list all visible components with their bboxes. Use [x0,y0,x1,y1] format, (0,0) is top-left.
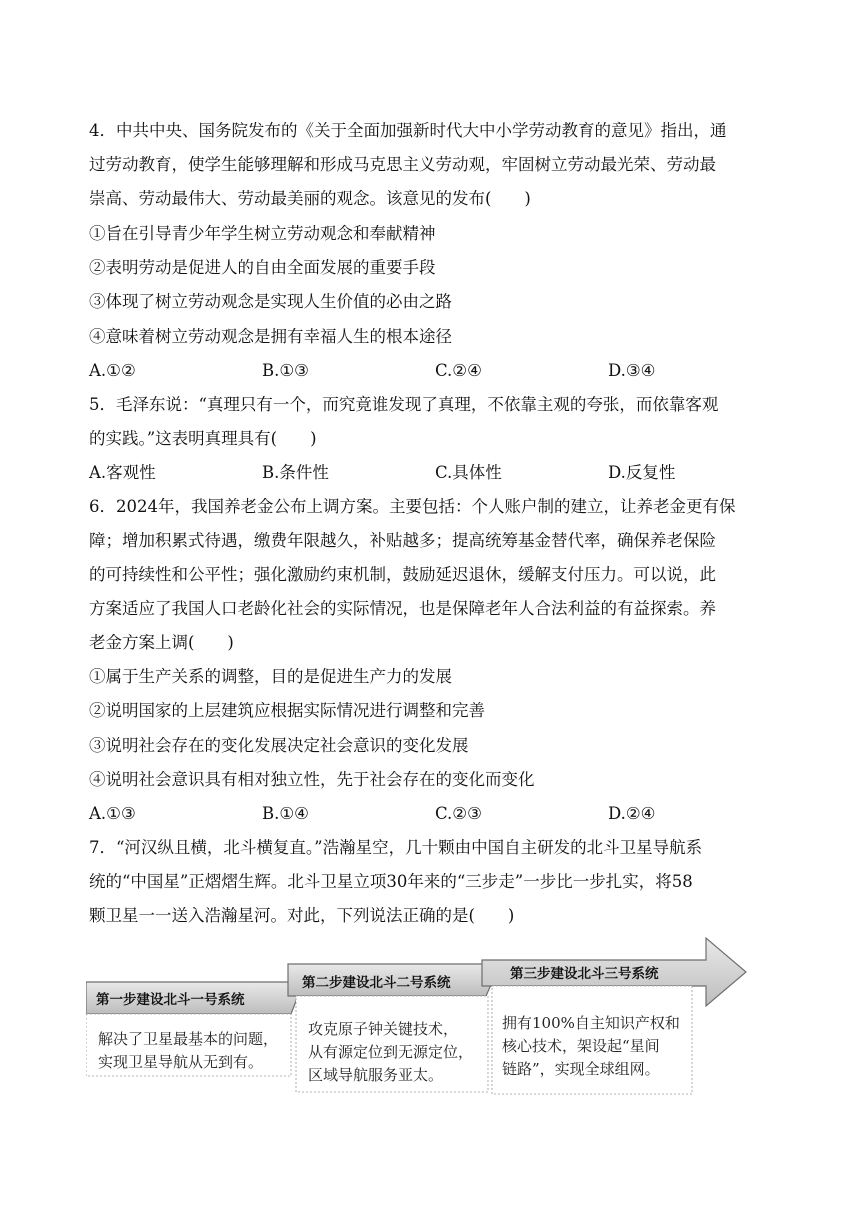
step-3-text: 链路”，实现全球组网。 [502,1060,660,1078]
step-2-text: 从有源定位到无源定位， [308,1043,474,1061]
question-text-line: 崇高、劳动最伟大、劳动最美丽的观念。该意见的发布( ) [89,189,531,208]
step-2-title: 第二步建设北斗二号系统 [302,975,451,991]
option-b: B.①④ [262,804,309,823]
statement-1: ①旨在引导青少年学生树立劳动观念和奉献精神 [89,224,436,243]
question-text-line: 7．“河汉纵且横，北斗横复直。”浩瀚星空，几十颗由中国自主研发的北斗卫星导航系 [89,838,703,857]
question-text-line: 方案适应了我国人口老龄化社会的实际情况，也是保障老年人合法利益的有益探索。养 [89,599,716,618]
question-text-line: 颗卫星一一送入浩瀚星河。对此，下列说法正确的是( ) [89,906,515,925]
statement-4: ④意味着树立劳动观念是拥有幸福人生的根本途径 [89,327,452,346]
option-d: D.反复性 [608,463,676,482]
step-1-title: 第一步建设北斗一号系统 [96,992,245,1008]
option-b: B.①③ [262,361,309,380]
question-text-line: 4．中共中央、国务院发布的《关于全面加强新时代大中小学劳动教育的意见》指出，通 [89,121,727,140]
statement-1: ①属于生产关系的调整，目的是促进生产力的发展 [89,667,452,686]
question-text-line: 障；增加积累式待遇，缴费年限越久，补贴越多；提高统筹基金替代率，确保养老保险 [89,531,716,550]
question-text-line: 统的“中国星”正熠熠生辉。北斗卫星立项30年来的“三步走”一步比一步扎实，将58 [89,872,693,891]
option-d: D.③④ [608,361,656,380]
option-a: A.客观性 [89,463,156,482]
step-2-text: 攻克原子钟关键技术， [308,1020,459,1038]
statement-3: ③体现了树立劳动观念是实现人生价值的必由之路 [89,292,452,311]
option-a: A.①② [89,361,136,380]
statement-2: ②表明劳动是促进人的自由全面发展的重要手段 [89,258,436,277]
step-2-text: 区域导航服务亚太。 [308,1066,444,1084]
option-c: C.②③ [435,804,482,823]
step-3-text: 核心技术，架设起“星间 [502,1037,660,1055]
option-b: B.条件性 [262,463,329,482]
statement-3: ③说明社会存在的变化发展决定社会意识的变化发展 [89,736,469,755]
question-text-line: 的实践。”这表明真理具有( ) [89,429,317,448]
question-text-line: 老金方案上调( ) [89,633,234,652]
option-d: D.②④ [608,804,656,823]
step-1-text: 解决了卫星最基本的问题， [98,1030,279,1048]
step-3-text: 拥有100%自主知识产权和 [502,1014,680,1032]
statement-2: ②说明国家的上层建筑应根据实际情况进行调整和完善 [89,701,485,720]
option-c: C.具体性 [435,463,502,482]
question-text-line: 过劳动教育，使学生能够理解和形成马克思主义劳动观，牢固树立劳动最光荣、劳动最 [89,155,716,174]
statement-4: ④说明社会意识具有相对独立性，先于社会存在的变化而变化 [89,770,535,789]
step-3-title: 第三步建设北斗三号系统 [510,966,659,982]
step-1-text: 实现卫星导航从无到有。 [98,1053,264,1071]
beidou-three-step-diagram [86,930,754,1098]
question-text-line: 6．2024年，我国养老金公布上调方案。主要包括：个人账户制的建立，让养老金更有保 [89,497,736,516]
option-c: C.②④ [435,361,482,380]
question-text-line: 的可持续性和公平性；强化激励约束机制，鼓励延迟退休，缓解支付压力。可以说，此 [89,565,716,584]
option-a: A.①③ [89,804,136,823]
question-text-line: 5．毛泽东说：“真理只有一个，而究竟谁发现了真理，不依靠主观的夸张，而依靠客观 [89,395,719,414]
